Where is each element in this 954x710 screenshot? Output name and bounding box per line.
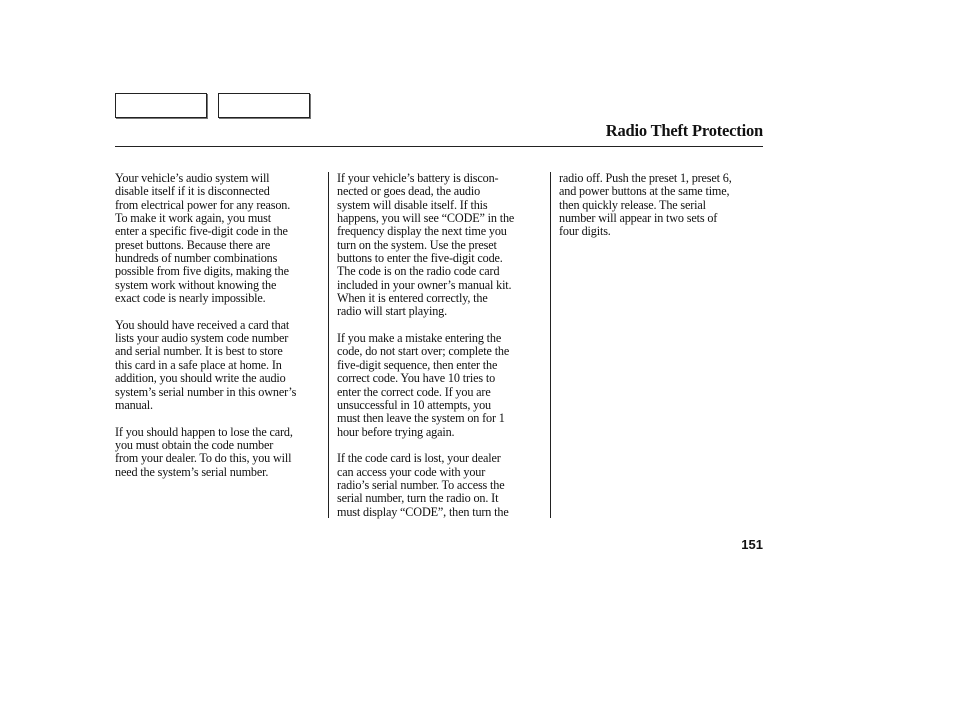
text-line: frequency display the next time you (337, 224, 507, 239)
text-line: When it is entered correctly, the (337, 291, 488, 306)
text-line: need the system’s serial number. (115, 464, 269, 479)
text-line: code, do not start over; complete the (337, 344, 510, 359)
body-paragraph (337, 332, 547, 439)
text-line: If you make a mistake entering the (337, 331, 502, 346)
text-line: manual. (115, 397, 153, 412)
column-divider (328, 172, 329, 518)
page-number: 151 (741, 537, 763, 552)
text-line: must then leave the system on for 1 (337, 411, 505, 426)
text-column-1 (115, 172, 327, 479)
text-line: radio will start playing. (337, 304, 447, 319)
text-line: unsuccessful in 10 attempts, you (337, 397, 491, 412)
text-line: four digits. (559, 224, 611, 239)
text-column-3 (559, 172, 763, 239)
text-line: from your dealer. To do this, you will (115, 451, 292, 466)
body-paragraph (337, 172, 547, 319)
text-line: disable itself if it is disconnected (115, 184, 270, 199)
text-line: system work without knowing the (115, 277, 277, 292)
text-line: turn on the system. Use the preset (337, 237, 497, 252)
text-line: possible from five digits, making the (115, 264, 289, 279)
text-line: addition, you should write the audio (115, 371, 286, 386)
text-line: preset buttons. Because there are (115, 237, 271, 252)
text-line: Your vehicle’s audio system will (115, 171, 270, 185)
text-line: The code is on the radio code card (337, 264, 500, 279)
column-divider (550, 172, 551, 518)
text-line: buttons to enter the five-digit code. (337, 251, 503, 266)
text-line: exact code is nearly impossible. (115, 291, 266, 306)
nav-button-table-of-contents[interactable] (218, 93, 310, 118)
text-line: If your vehicle’s battery is discon- (337, 171, 499, 185)
text-line: To make it work again, you must (115, 211, 271, 226)
text-line: five-digit sequence, then enter the (337, 357, 498, 372)
text-line: nected or goes dead, the audio (337, 184, 481, 199)
body-paragraph (337, 452, 547, 519)
text-line: enter the correct code. If you are (337, 384, 491, 399)
text-line: then quickly release. The serial (559, 197, 706, 212)
text-line: and serial number. It is best to store (115, 344, 283, 359)
text-line: you must obtain the code number (115, 437, 274, 452)
nav-button-main-menu[interactable] (115, 93, 207, 118)
text-line: number will appear in two sets of (559, 211, 718, 226)
body-paragraph (115, 426, 327, 479)
text-line: system will disable itself. If this (337, 197, 488, 212)
text-line: correct code. You have 10 tries to (337, 371, 496, 386)
text-line: enter a specific five-digit code in the (115, 224, 288, 239)
body-paragraph (115, 172, 327, 305)
text-line: If the code card is lost, your dealer (337, 451, 501, 466)
section-title: Radio Theft Protection (605, 121, 763, 140)
text-line: If you should happen to lose the card, (115, 424, 293, 439)
text-line: this card in a safe place at home. In (115, 357, 282, 372)
text-line: from electrical power for any reason. (115, 197, 291, 212)
text-line: hundreds of number combinations (115, 251, 278, 266)
body-paragraph (559, 172, 763, 239)
text-line: radio’s serial number. To access the (337, 477, 505, 492)
text-line: serial number, turn the radio on. It (337, 491, 499, 506)
text-line: You should have received a card that (115, 317, 290, 332)
text-line: can access your code with your (337, 464, 486, 479)
text-line: system’s serial number in this owner’s (115, 384, 297, 399)
text-line: and power buttons at the same time, (559, 184, 730, 199)
text-column-2 (337, 172, 547, 519)
text-line: must display “CODE”, then turn the (337, 504, 509, 519)
text-line: included in your owner’s manual kit. (337, 277, 512, 292)
text-line: lists your audio system code number (115, 331, 289, 346)
text-line: hour before trying again. (337, 424, 455, 439)
text-line: happens, you will see “CODE” in the (337, 211, 515, 226)
title-divider (115, 146, 763, 147)
text-line: radio off. Push the preset 1, preset 6, (559, 171, 732, 185)
body-paragraph (115, 319, 327, 412)
